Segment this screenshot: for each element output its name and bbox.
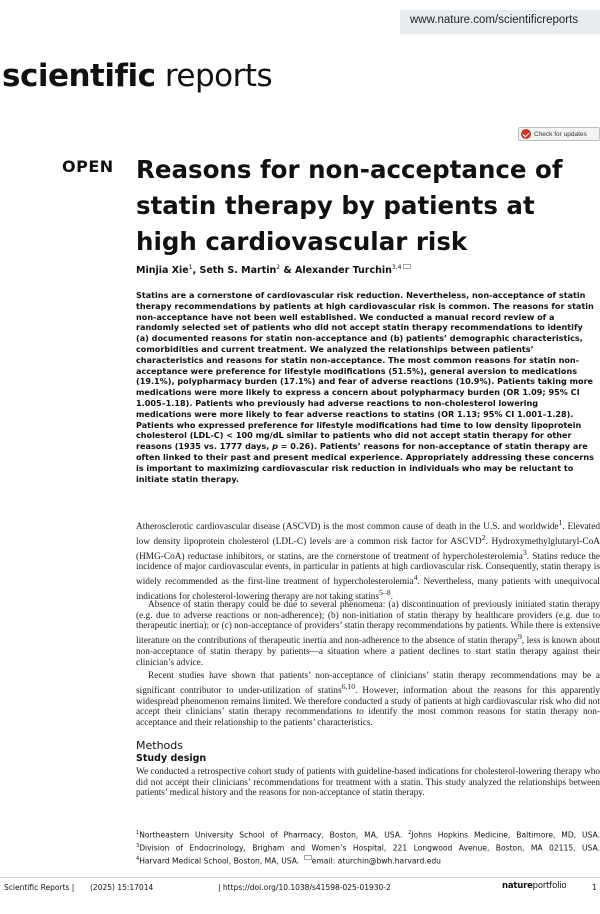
body-text: .	[390, 591, 393, 602]
citation-ref[interactable]: 2	[481, 532, 486, 542]
affiliation-number: 3	[136, 843, 140, 850]
portfolio-logo-bold: nature	[502, 881, 533, 891]
study-design-paragraph: We conducted a retrospective cohort study of patients with guideline-based indications for cholesterol-lowering therapy who did not accept their clinicians’ recommendations for treatment with a statin. This study analyzed the relationships between patients’ medical history and the reasons for non-acceptance of statin therapy.	[136, 767, 600, 799]
footer-doi-link[interactable]: | https://doi.org/10.1038/s41598-025-01930-2	[218, 883, 391, 892]
affiliation-number: 4	[136, 856, 140, 863]
affiliation-line-2	[136, 841, 600, 854]
body-text: . Nevertheless, many patients with unequivocal indications for cholesterol-lowering therapy are not taking statins	[136, 577, 600, 602]
affiliation-number: 2	[408, 830, 412, 836]
affiliation-text: Johns Hopkins Medicine, Baltimore, MD, USA.	[411, 830, 600, 840]
footer-journal-name: Scientific Reports |	[4, 883, 75, 892]
body-text: . Hydroxymethylglutaryl-CoA (HMG-CoA) reductase inhibitors, or statins, are the cornerstone of treatment of hypercholesterolemia	[136, 536, 600, 562]
check-updates-label: Check for updates	[534, 130, 587, 138]
abstract	[136, 290, 594, 484]
open-access-label: OPEN	[62, 157, 114, 176]
author-separator: ,	[192, 265, 200, 277]
body-text: , less is known about non-acceptance of statin therapy by patients—a situation where a patient declines to start statin therapy against their clinician’s advice.	[136, 636, 600, 668]
intro-paragraph-3	[136, 671, 600, 729]
author-affiliation-ref: 3,4	[391, 264, 402, 271]
intro-paragraph-1	[136, 518, 600, 603]
author-affiliation-ref: 1	[188, 264, 193, 271]
author-separator: &	[280, 265, 295, 277]
affiliation-text: Harvard Medical School, Boston, MA, USA.	[139, 856, 302, 866]
body-text: Atherosclerotic cardiovascular disease (ASCVD) is the most common cause of death in the U.S. and worldwide	[136, 522, 559, 533]
article-title: Reasons for non-acceptance of statin therapy by patients at high cardiovascular risk	[136, 155, 563, 256]
envelope-icon	[304, 855, 312, 860]
page-number: 1	[592, 883, 597, 892]
abstract-text: = 0.26). Patients’ reasons for non-acceptance of statin therapy are often linked to their past and present medical experience. Appropriately addressing these concerns is important to maximizing cardiovascular risk reduction in individuals who may be reluctant to initiate statin therapy.	[136, 441, 594, 484]
citation-ref[interactable]: 3	[522, 547, 527, 557]
author-list	[136, 264, 411, 276]
affiliations	[136, 828, 600, 867]
footer-divider	[0, 877, 600, 878]
journal-logo[interactable]	[2, 58, 272, 94]
citation-ref[interactable]: 1	[558, 518, 563, 527]
abstract-p-symbol: p	[272, 441, 278, 452]
affiliation-line-3	[136, 854, 600, 867]
journal-url[interactable]: www.nature.com/scientificreports	[410, 14, 579, 26]
citation-ref[interactable]: 4	[413, 573, 418, 583]
body-text: . Statins reduce the incidence of major cardiovascular events, in particular in patients at high cardiovascular risk. Consequently, statin therapy is widely recommended as the first-line treatment of hypercholesterolemia	[136, 551, 600, 588]
affiliation-number: 1	[136, 830, 140, 836]
check-for-updates-button[interactable]	[518, 127, 600, 141]
footer-citation: (2025) 15:17014	[90, 883, 154, 892]
body-text: . However, information about the reasons for this apparently widespread phenomenon remains limited. We therefore conducted a study of patients at high cardiovascular risk who did not accept their clinicians’ statin therapy recommendations to identify the most common reasons for statin therapy non-acceptance and their relationship to the patients’ characteristics.	[136, 685, 600, 728]
subsection-heading-study-design: Study design	[136, 753, 207, 764]
author-name[interactable]: Alexander Turchin	[294, 265, 392, 277]
envelope-icon[interactable]	[403, 264, 411, 269]
author-affiliation-ref: 2	[276, 264, 281, 271]
affiliation-text: Northeastern University School of Pharmacy, Boston, MA, USA.	[139, 830, 409, 840]
author-name[interactable]: Minjia Xie	[136, 265, 189, 277]
affiliation-text: Division of Endocrinology, Brigham and Women’s Hospital, 221 Longwood Avenue, Boston, MA 02115, USA.	[139, 843, 600, 853]
check-badge-icon	[521, 129, 531, 139]
nature-portfolio-logo	[502, 881, 566, 891]
portfolio-logo-light: portfolio	[532, 881, 567, 891]
body-text: Absence of statin therapy could be due to several phenomena: (a) discontinuation of previously initiated statin therapy (e.g. due to adverse reactions or non-adherence); (b) non-initiation of statin therapy by healthcare providers (e.g. due to therapeutic inertia); or (c) non-acceptance of providers’ statin therapy recommendations by patients. While there is extensive literature on the contributions of therapeutic inertia and non-adherence to the absence of statin therapy	[136, 600, 600, 647]
intro-paragraph-2	[136, 600, 600, 668]
corresponding-email[interactable]: email: aturchin@bwh.harvard.edu	[311, 856, 441, 866]
body-text: . Elevated low density lipoprotein cholesterol (LDL-C) levels are a common risk factor for ASCVD	[136, 522, 600, 547]
citation-ref[interactable]: 6,10	[341, 681, 356, 691]
abstract-text: Statins are a cornerstone of cardiovascular risk reduction. Nevertheless, non-acceptance of statin therapy recommendations by patients at high cardiovascular risk is common. The reasons for statin non-acceptance have not been well established. We conducted a manual record review of a randomly selected set of patients who did not accept statin therapy recommendations to identify (a) documented reasons for statin non-acceptance and (b) patients’ demographic characteristics, comorbidities and current treatment. We analyzed the relationships between patients’ characteristics and reasons for statin non-acceptance. The most common reasons for statin non-acceptance were preference for lifestyle modifications (51.5%), general aversion to medications (19.1%), polypharmacy burden (17.1%) and fear of adverse reactions (10.9%). Patients taking more medications were more likely to express a concern about polypharmacy burden (OR 1.09; 95% CI 1.005–1.18). Patients who previously had adverse reactions to non-cholesterol lowering medications were more likely to fear adverse reactions to statins (OR 1.13; 95% CI 1.001–1.28). Patients who expressed preference for lifestyle modifications had time to low density lipoprotein cholesterol (LDL-C) < 100 mg/dL similar to patients who did not accept statin therapy for other reasons (1935 vs. 1777 days,	[136, 290, 594, 452]
author-name[interactable]: Seth S. Martin	[199, 265, 277, 277]
citation-ref[interactable]: 5–8	[378, 587, 391, 597]
logo-light: reports	[155, 58, 273, 94]
section-heading-methods: Methods	[136, 739, 183, 752]
affiliation-line-1	[136, 828, 600, 841]
citation-ref[interactable]: 9	[517, 632, 522, 642]
body-text: Recent studies have shown that patients’ non-acceptance of clinicians’ statin therapy recommendations may be a significant contributor to under-utilization of statins	[136, 671, 600, 696]
logo-bold: scientific	[2, 58, 156, 94]
